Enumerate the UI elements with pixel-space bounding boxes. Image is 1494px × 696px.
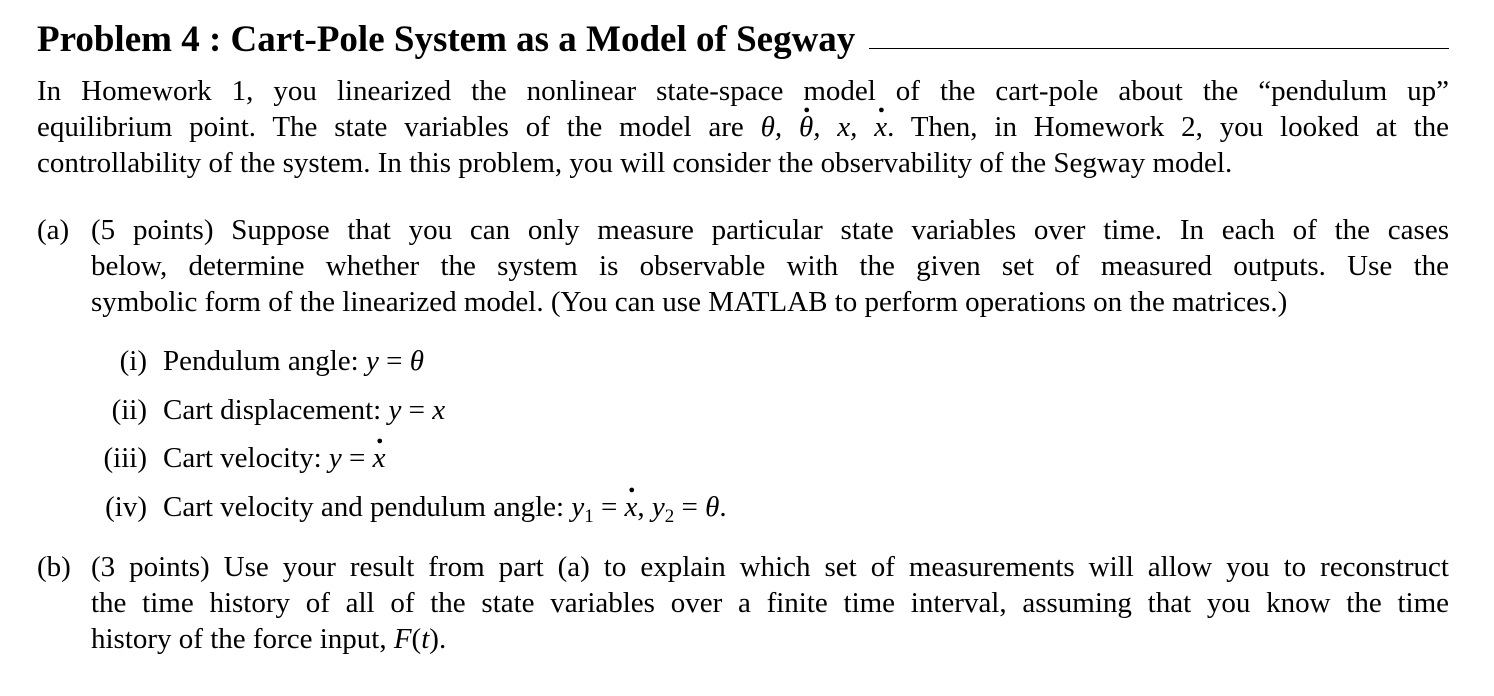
heading-rule	[869, 48, 1449, 49]
intro-paragraph	[37, 73, 1449, 181]
part-b-line-3-text: history of the force input,	[91, 623, 387, 655]
item-text-wrap: Cart velocity and pendulum angle: $y_1 = x$ ., $y_2 = \theta$.	[163, 489, 727, 535]
part-b-line-2: the time history of all of the state variables over a finite time interval, assuming that you know the time	[91, 587, 1449, 619]
output-equation: y	[328, 442, 342, 474]
intro-line-1: In Homework 1, you linearized the nonlinear state-space model of the cart-pole about the “pendulum up”	[37, 75, 1449, 107]
part-a-body	[91, 212, 1449, 320]
item-text: Cart velocity and pendulum angle:	[163, 491, 565, 523]
part-a-label: (a)	[37, 214, 70, 246]
part-b-line-3: history of the force input, F(t).	[91, 623, 447, 655]
output-equation: $y_1$	[571, 491, 594, 527]
intro-line-2	[37, 109, 1449, 145]
state-variables-math: θ, θ ., x, x .	[761, 111, 888, 143]
output-variable: x .	[373, 440, 386, 476]
output-equation-2: $y_2$	[651, 491, 675, 527]
force-input-math: F	[393, 623, 412, 655]
problem-title: Problem 4 : Cart-Pole System as a Model of Segway	[37, 18, 856, 60]
part-b-line-1: (3 points) Use your result from part (a) to explain which set of measurements will allow you to reconstruct	[91, 551, 1449, 583]
item-text: Cart velocity:	[163, 442, 322, 474]
item-text: Cart displacement:	[163, 394, 382, 426]
output-equation: y	[365, 345, 379, 377]
part-b-label: (b)	[37, 551, 71, 583]
item-text-wrap: Cart displacement: y = x	[163, 394, 446, 426]
item-label: (iii)	[103, 442, 147, 474]
problem-heading	[37, 14, 1449, 64]
output-variable: θ	[409, 345, 424, 377]
part-a-line-3: symbolic form of the linearized model. (You can use MATLAB to perform operations on the matrices.)	[91, 286, 1288, 318]
intro-line-3: controllability of the system. In this problem, you will consider the observability of the Segway model.	[37, 147, 1233, 179]
output-variable: x .	[625, 489, 638, 525]
time-variable: t	[421, 623, 430, 655]
part-b-body	[91, 549, 1449, 657]
intro-line-2-start: equilibrium point. The state variables of the model are	[37, 111, 761, 143]
item-label: (i)	[119, 345, 147, 377]
output-variable: x	[432, 394, 446, 426]
intro-line-2-end: . Then, in Homework 2, you looked at the	[887, 111, 1449, 143]
part-a-line-1: (5 points) Suppose that you can only measure particular state variables over time. In each of the cases	[91, 214, 1449, 246]
item-text-wrap: Cart velocity: y = x .	[163, 440, 386, 476]
item-text: Pendulum angle:	[163, 345, 359, 377]
item-label: (iv)	[105, 491, 147, 523]
part-a-line-2: below, determine whether the system is observable with the given set of measured outputs. Use the	[91, 250, 1449, 282]
item-label: (ii)	[111, 394, 147, 426]
item-text-wrap: Pendulum angle: y = θ	[163, 345, 424, 377]
output-variable-2: θ	[705, 491, 720, 523]
output-equation: y	[388, 394, 402, 426]
